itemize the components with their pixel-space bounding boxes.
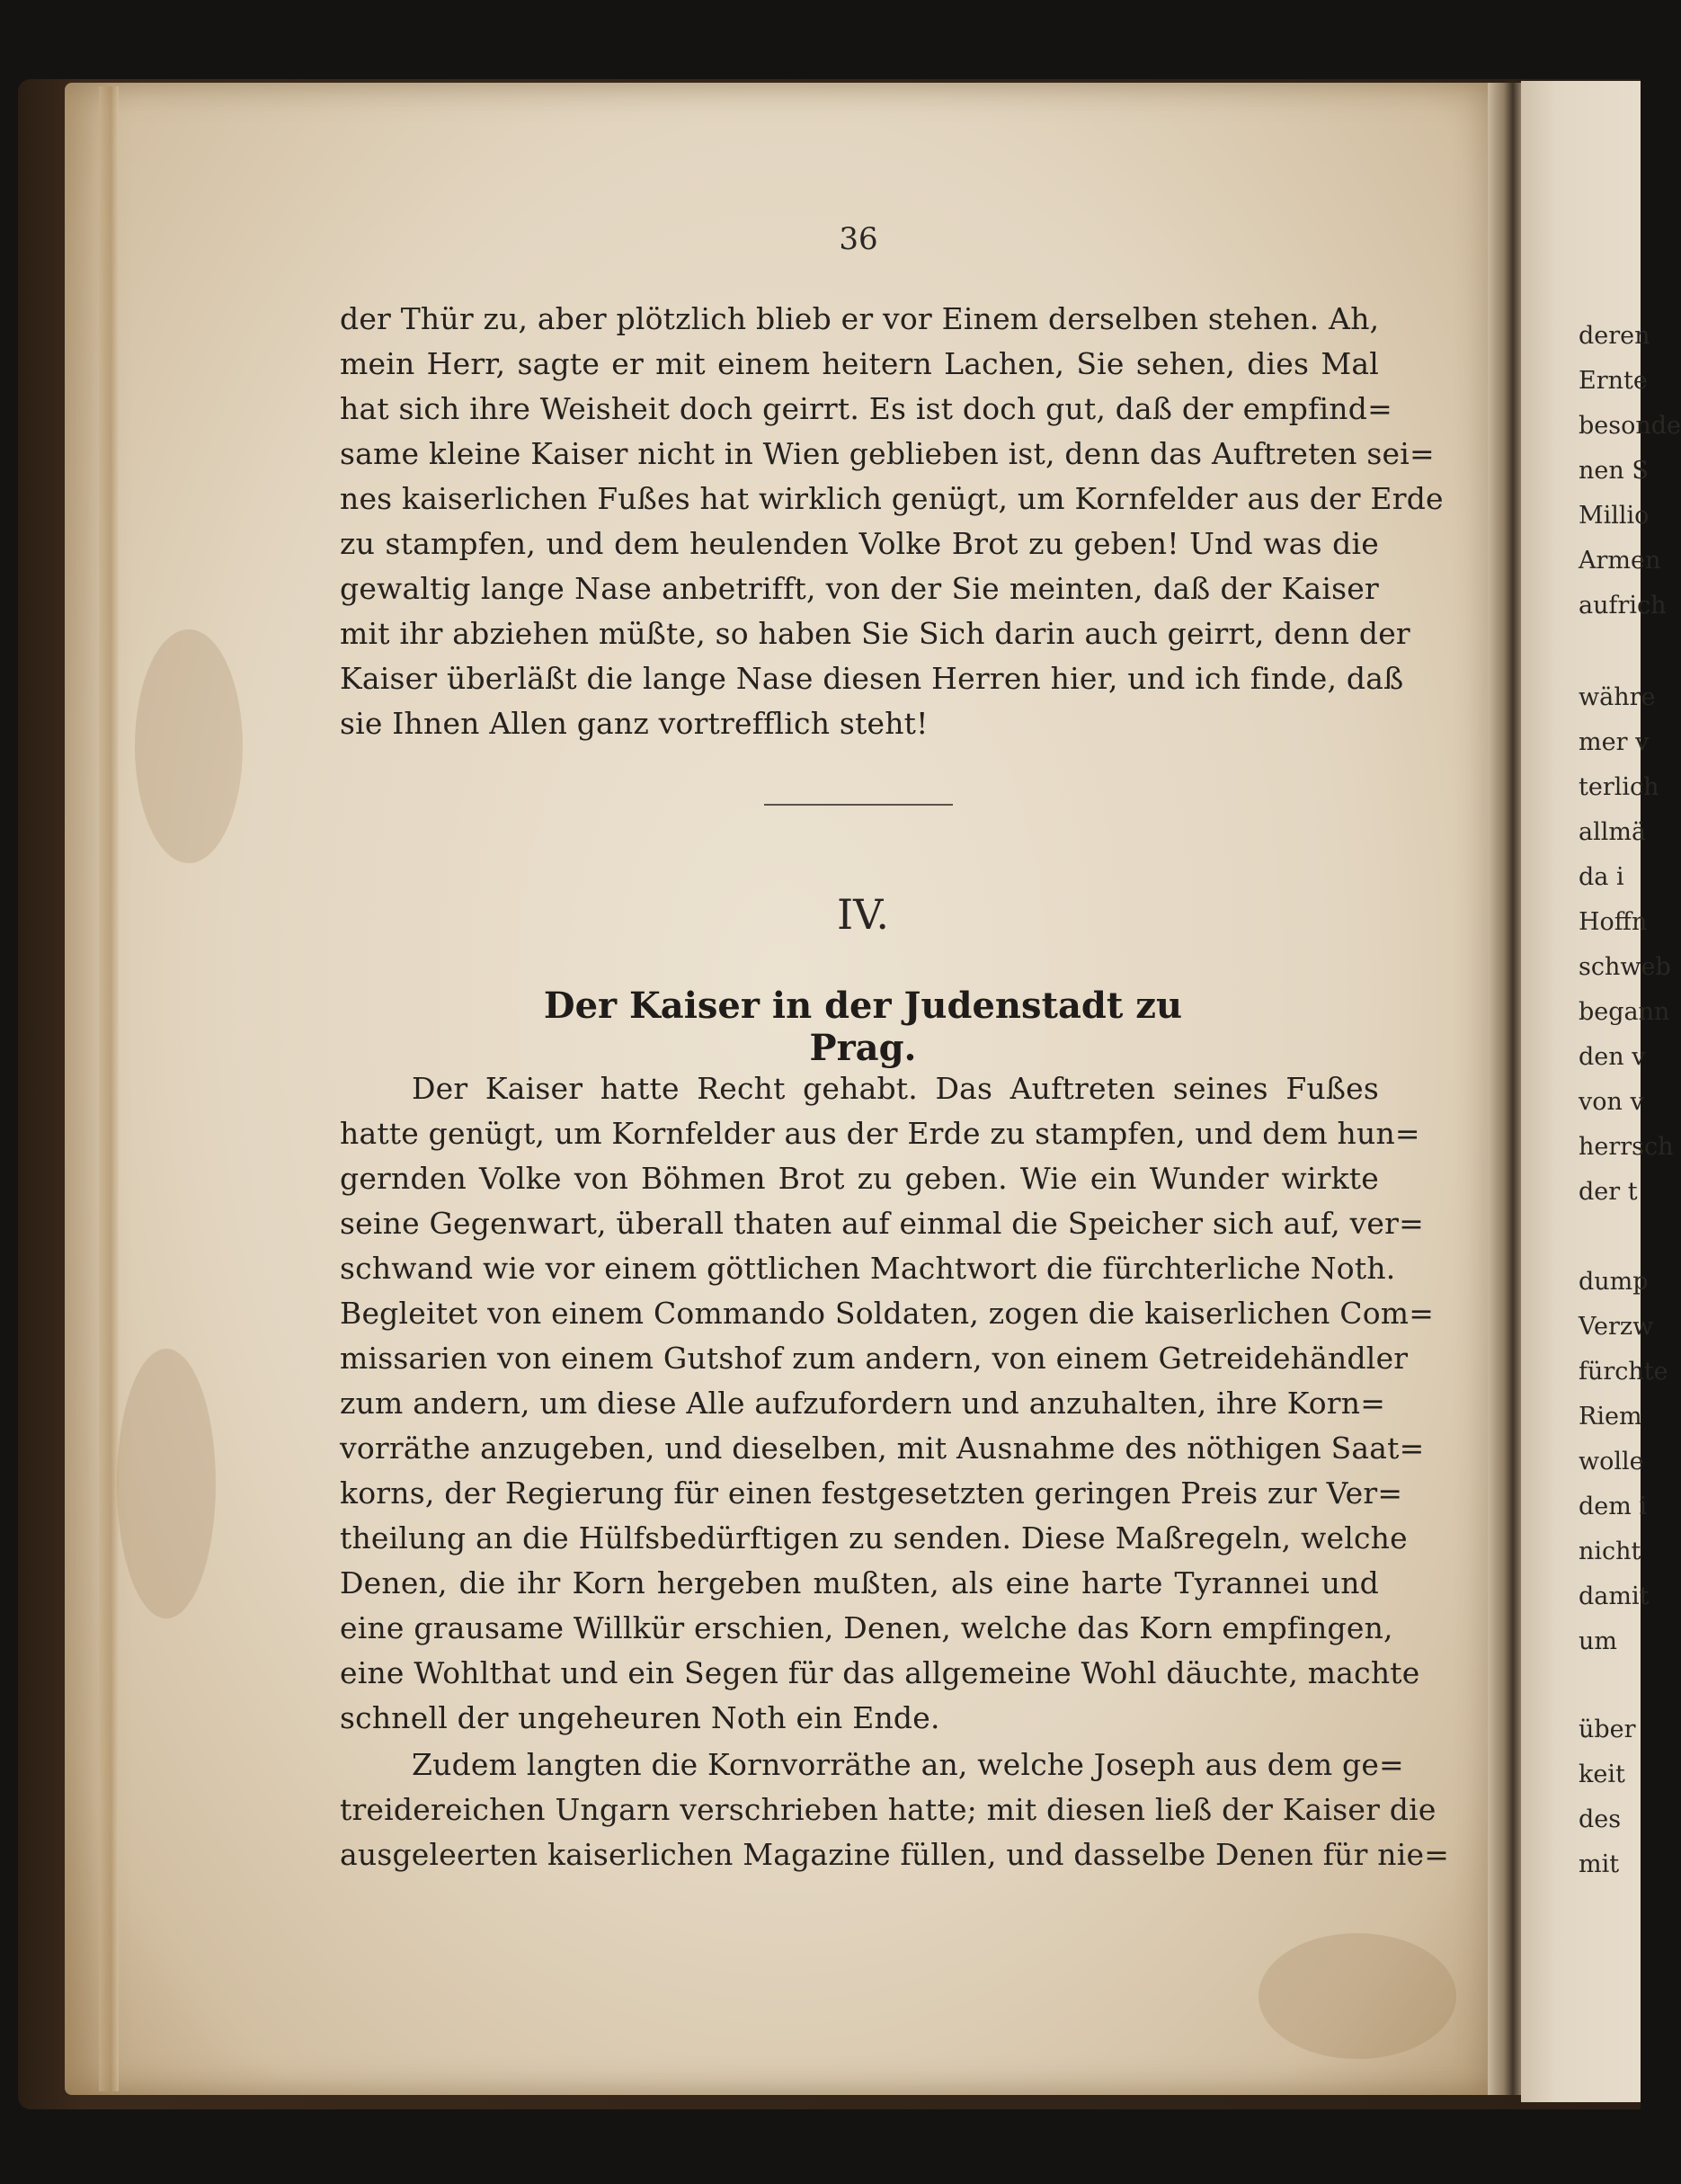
paper-stain bbox=[117, 1349, 216, 1618]
chapter-paragraph-2 bbox=[340, 1743, 1450, 1877]
right-page-fragment: dem i bbox=[1579, 1493, 1648, 1520]
right-page-fragment: besonde bbox=[1579, 412, 1681, 440]
text-line: Zudem langten die Kornvorräthe an, welche Joseph aus dem ge= bbox=[412, 1747, 1404, 1782]
right-page-fragment: mit bbox=[1579, 1850, 1620, 1878]
right-page-fragment: Armen bbox=[1579, 547, 1661, 575]
right-page-fragment: währe bbox=[1579, 683, 1656, 711]
right-page-fragment: herrsch bbox=[1579, 1133, 1674, 1161]
right-page-fragment: da i bbox=[1579, 863, 1624, 891]
right-page-fragment: aufrich bbox=[1579, 592, 1667, 620]
text-line: vorräthe anzugeben, und dieselben, mit Ausnahme des nöthigen Saat= bbox=[340, 1431, 1425, 1466]
text-line: eine grausame Willkür erschien, Denen, welche das Korn empfingen, bbox=[340, 1610, 1393, 1645]
right-page-fragment: von v bbox=[1579, 1088, 1644, 1116]
right-page-fragment: um bbox=[1579, 1627, 1617, 1655]
paper-stain bbox=[135, 629, 243, 863]
right-page-fragment: über bbox=[1579, 1716, 1636, 1743]
right-page-fragment: begann bbox=[1579, 998, 1670, 1026]
text-line: der Thür zu, aber plötzlich blieb er vor Einem derselben stehen. Ah, bbox=[340, 301, 1380, 336]
paragraph-continued bbox=[340, 297, 1444, 746]
text-line: theilung an die Hülfsbedürftigen zu senden. Diese Maßregeln, welche bbox=[340, 1520, 1408, 1556]
text-line: nes kaiserlichen Fußes hat wirklich genügt, um Kornfelder aus der Erde bbox=[340, 481, 1444, 516]
text-line: zu stampfen, und dem heulenden Volke Brot zu geben! Und was die bbox=[340, 526, 1379, 561]
text-line: seine Gegenwart, überall thaten auf einmal die Speicher sich auf, ver= bbox=[340, 1206, 1424, 1241]
page-edge bbox=[99, 86, 119, 2091]
text-line: korns, der Regierung für einen festgesetzten geringen Preis zur Ver= bbox=[340, 1475, 1403, 1511]
text-line: eine Wohlthat und ein Segen für das allgemeine Wohl däuchte, machte bbox=[340, 1655, 1420, 1690]
section-divider bbox=[764, 804, 953, 806]
right-page-fragment: Verzw bbox=[1579, 1313, 1654, 1341]
text-line: treidereichen Ungarn verschrieben hatte; mit diesen ließ der Kaiser die bbox=[340, 1792, 1436, 1827]
chapter-number: IV. bbox=[837, 890, 889, 939]
right-page-fragment: dump bbox=[1579, 1268, 1649, 1296]
text-line: hatte genügt, um Kornfelder aus der Erde zu stampfen, und dem hun= bbox=[340, 1116, 1420, 1151]
text-line: same kleine Kaiser nicht in Wien geblieben ist, denn das Auftreten sei= bbox=[340, 436, 1435, 471]
text-line: Der Kaiser hatte Recht gehabt. Das Auftreten seines Fußes bbox=[412, 1071, 1379, 1106]
text-line: ausgeleerten kaiserlichen Magazine füllen, und dasselbe Denen für nie= bbox=[340, 1837, 1450, 1872]
right-page-fragment: schweb bbox=[1579, 953, 1671, 981]
text-line: Denen, die ihr Korn hergeben mußten, als eine harte Tyrannei und bbox=[340, 1565, 1379, 1600]
text-line: missarien von einem Gutshof zum andern, von einem Getreidehändler bbox=[340, 1341, 1409, 1376]
right-page-fragment: mer v bbox=[1579, 728, 1650, 756]
text-line: schnell der ungeheuren Noth ein Ende. bbox=[340, 1700, 940, 1735]
paper-stain bbox=[1259, 1933, 1456, 2059]
book-gutter bbox=[1488, 83, 1524, 2095]
text-line: mit ihr abziehen müßte, so haben Sie Sich darin auch geirrt, denn der bbox=[340, 616, 1410, 651]
text-line: gernden Volke von Böhmen Brot zu geben. Wie ein Wunder wirkte bbox=[340, 1161, 1379, 1196]
right-page-text-fragments bbox=[1579, 322, 1681, 1940]
right-page-fragment: Ernte bbox=[1579, 367, 1648, 395]
right-page-fragment: der t bbox=[1579, 1178, 1638, 1206]
text-line: zum andern, um diese Alle aufzufordern und anzuhalten, ihre Korn= bbox=[340, 1386, 1386, 1421]
page-number: 36 bbox=[839, 221, 878, 257]
text-line: hat sich ihre Weisheit doch geirrt. Es ist doch gut, daß der empfind= bbox=[340, 391, 1392, 426]
right-page-fragment: nen S bbox=[1579, 457, 1649, 485]
right-page-fragment: terlich bbox=[1579, 773, 1659, 801]
right-page-fragment: keit bbox=[1579, 1761, 1625, 1788]
right-page-fragment: den v bbox=[1579, 1043, 1646, 1071]
right-page-fragment: damit bbox=[1579, 1582, 1650, 1610]
right-page-fragment: Hoffn bbox=[1579, 908, 1648, 936]
text-line: sie Ihnen Allen ganz vortrefflich steht! bbox=[340, 706, 929, 741]
right-page-fragment: allmä bbox=[1579, 818, 1647, 846]
text-line: gewaltig lange Nase anbetrifft, von der Sie meinten, daß der Kaiser bbox=[340, 571, 1379, 606]
text-line: schwand wie vor einem göttlichen Machtwort die fürchterliche Noth. bbox=[340, 1251, 1396, 1286]
text-line: Begleitet von einem Commando Soldaten, zogen die kaiserlichen Com= bbox=[340, 1296, 1435, 1331]
chapter-paragraph-1 bbox=[340, 1066, 1435, 1741]
right-page-fragment: deren bbox=[1579, 322, 1650, 350]
text-line: mein Herr, sagte er mit einem heitern Lachen, Sie sehen, dies Mal bbox=[340, 346, 1379, 381]
chapter-title: Der Kaiser in der Judenstadt zu Prag. bbox=[543, 985, 1183, 1069]
right-page-fragment: nicht bbox=[1579, 1538, 1641, 1565]
right-page-fragment: wolle bbox=[1579, 1448, 1644, 1475]
right-page-fragment: Millio bbox=[1579, 502, 1650, 530]
right-page-fragment: des bbox=[1579, 1805, 1622, 1833]
right-page-fragment: Riem bbox=[1579, 1403, 1642, 1431]
right-page-fragment: fürchte bbox=[1579, 1358, 1668, 1386]
text-line: Kaiser überläßt die lange Nase diesen Herren hier, und ich finde, daß bbox=[340, 661, 1404, 696]
